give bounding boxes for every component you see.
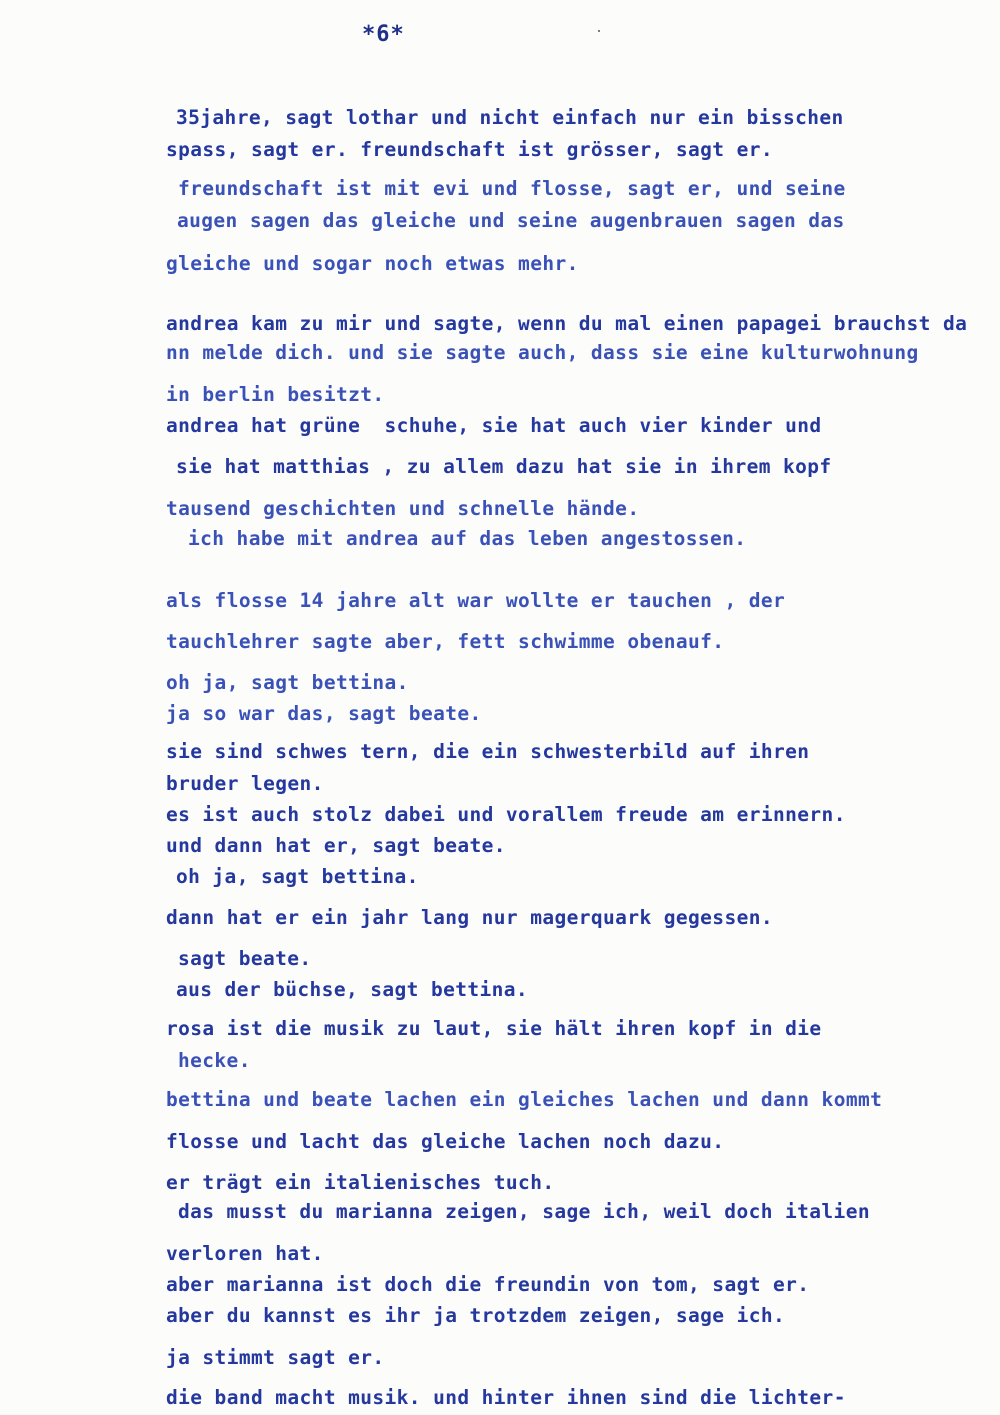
text-line: das musst du marianna zeigen, sage ich, weil doch italien bbox=[178, 1200, 870, 1223]
text-line: sie sind schwes tern, die ein schwesterbild auf ihren bbox=[166, 740, 810, 763]
text-line: bruder legen. bbox=[166, 772, 324, 795]
text-line: ich habe mit andrea auf das leben angestossen. bbox=[188, 527, 747, 550]
text-line: gleiche und sogar noch etwas mehr. bbox=[166, 252, 579, 275]
text-line: tauchlehrer sagte aber, fett schwimme obenauf. bbox=[166, 630, 725, 653]
text-line: ja stimmt sagt er. bbox=[166, 1346, 385, 1369]
text-line: als flosse 14 jahre alt war wollte er tauchen , der bbox=[166, 589, 786, 612]
text-line: tausend geschichten und schnelle hände. bbox=[166, 497, 640, 520]
text-line: aus der büchse, sagt bettina. bbox=[176, 978, 529, 1001]
text-line: hecke. bbox=[178, 1049, 251, 1072]
text-line: und dann hat er, sagt beate. bbox=[166, 834, 506, 857]
text-line: spass, sagt er. freundschaft ist grösser, sagt er. bbox=[166, 138, 773, 161]
text-line: verloren hat. bbox=[166, 1242, 324, 1265]
text-line: oh ja, sagt bettina. bbox=[176, 865, 419, 888]
text-line: augen sagen das gleiche und seine augenbrauen sagen das bbox=[177, 209, 845, 232]
text-line: dann hat er ein jahr lang nur magerquark gegessen. bbox=[166, 906, 773, 929]
text-line: nn melde dich. und sie sagte auch, dass sie eine kulturwohnung bbox=[166, 341, 919, 364]
text-line: flosse und lacht das gleiche lachen noch dazu. bbox=[166, 1130, 725, 1153]
text-line: andrea hat grüne schuhe, sie hat auch vier kinder und bbox=[166, 414, 822, 437]
text-line: sie hat matthias , zu allem dazu hat sie in ihrem kopf bbox=[176, 455, 832, 478]
text-line: andrea kam zu mir und sagte, wenn du mal einen papagei brauchst da bbox=[166, 312, 968, 335]
text-line: aber du kannst es ihr ja trotzdem zeigen, sage ich. bbox=[166, 1304, 786, 1327]
text-line: 35jahre, sagt lothar und nicht einfach nur ein bisschen bbox=[176, 106, 844, 129]
text-line: es ist auch stolz dabei und vorallem freude am erinnern. bbox=[166, 803, 846, 826]
page-number: *6* bbox=[362, 22, 405, 47]
text-line: er trägt ein italienisches tuch. bbox=[166, 1171, 555, 1194]
text-line: freundschaft ist mit evi und flosse, sagt er, und seine bbox=[178, 177, 846, 200]
text-line: oh ja, sagt bettina. bbox=[166, 671, 409, 694]
text-line: sagt beate. bbox=[178, 947, 312, 970]
text-line: ja so war das, sagt beate. bbox=[166, 702, 482, 725]
text-line: in berlin besitzt. bbox=[166, 383, 385, 406]
text-line: aber marianna ist doch die freundin von tom, sagt er. bbox=[166, 1273, 810, 1296]
text-line: rosa ist die musik zu laut, sie hält ihren kopf in die bbox=[166, 1017, 822, 1040]
text-line: bettina und beate lachen ein gleiches lachen und dann kommt bbox=[166, 1088, 883, 1111]
text-line: die band macht musik. und hinter ihnen sind die lichter- bbox=[166, 1386, 846, 1409]
paper-speck bbox=[598, 30, 600, 32]
